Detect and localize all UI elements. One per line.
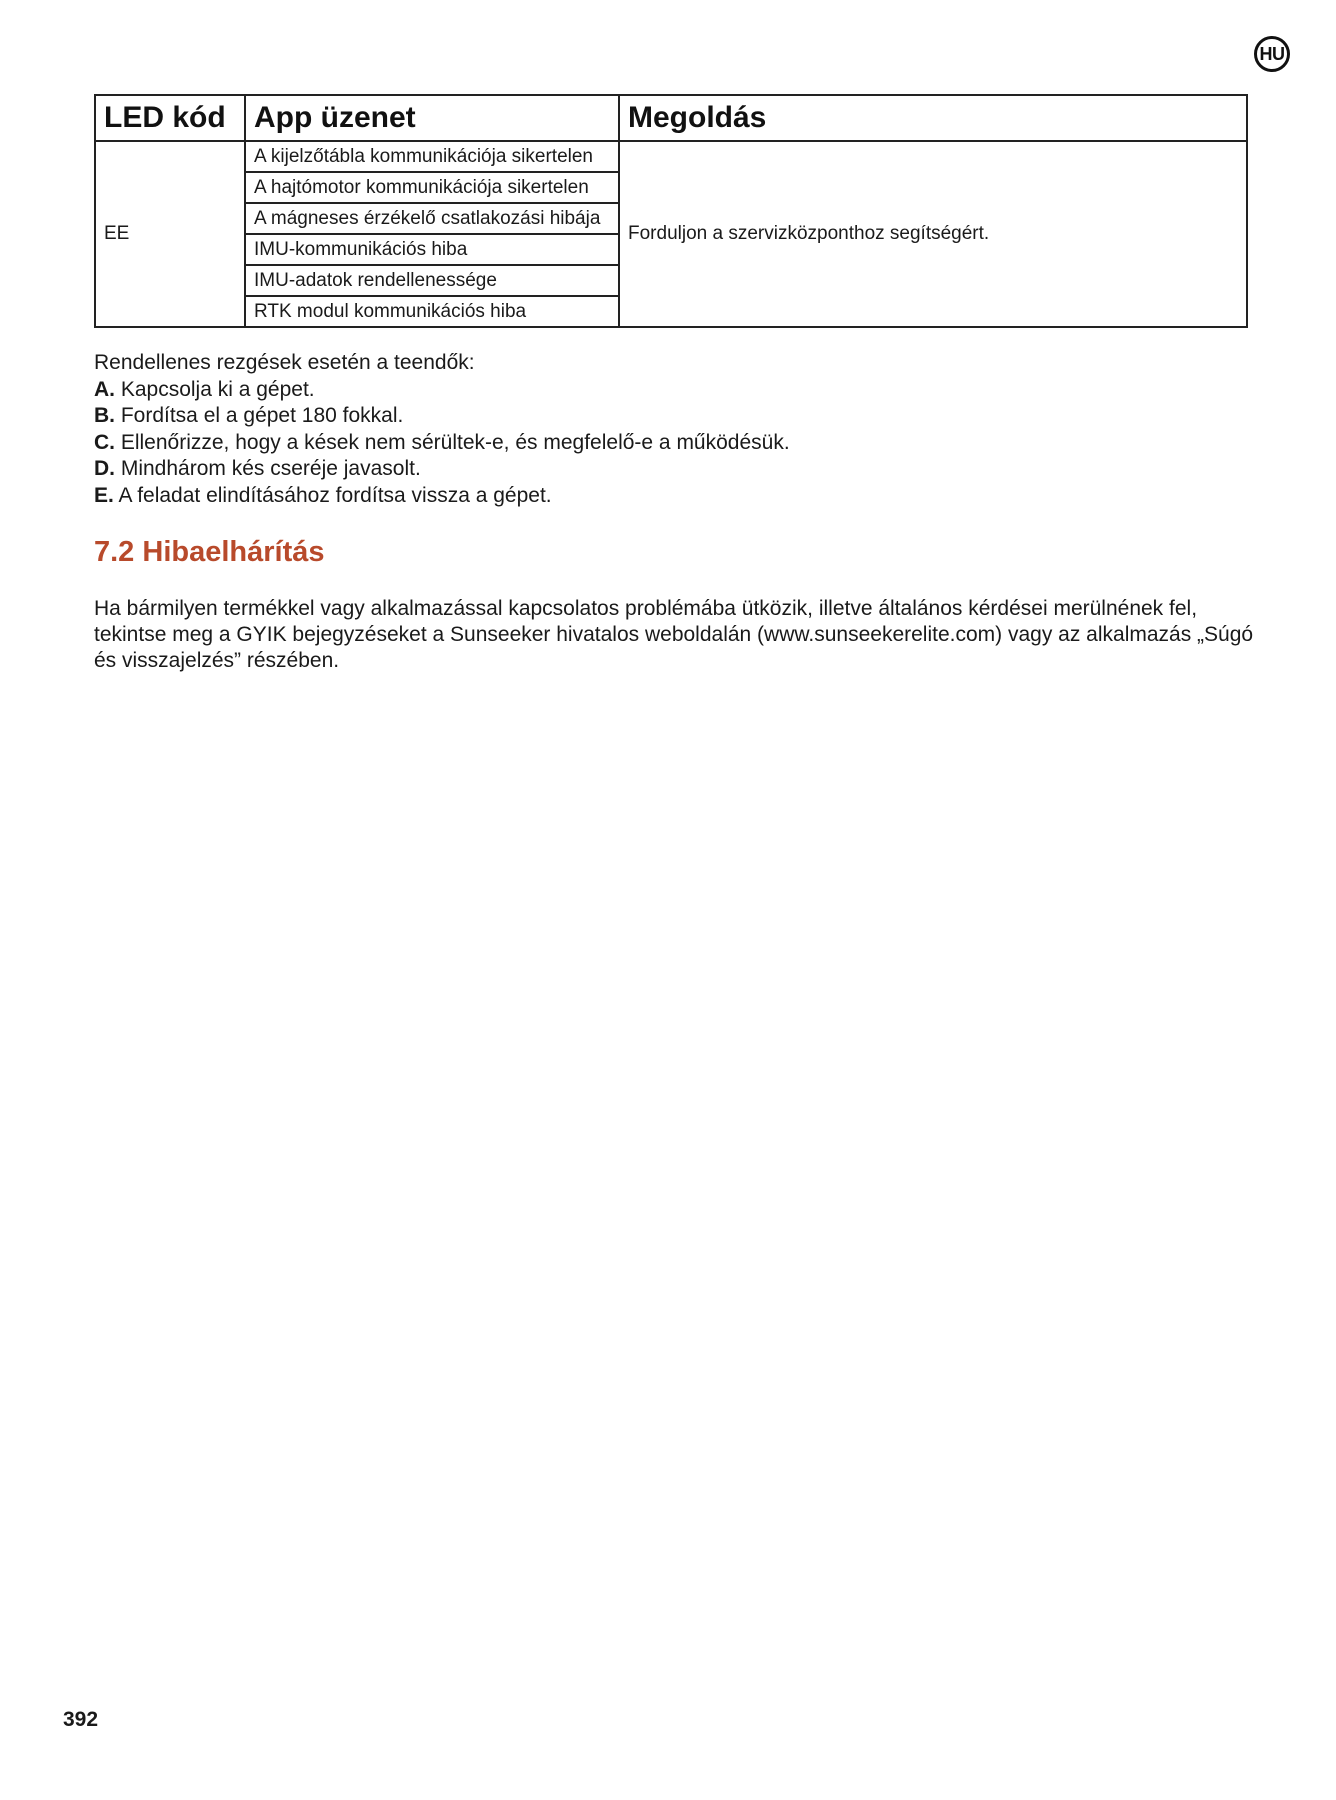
- list-item: [94, 377, 790, 404]
- step-text: Fordítsa el a gépet 180 fokkal.: [115, 404, 404, 427]
- solution-cell: Forduljon a szervizközponthoz segítségért.: [619, 141, 1247, 327]
- step-text: A feladat elindításához fordítsa vissza a gépet.: [113, 483, 552, 507]
- language-badge: HU: [1254, 36, 1290, 72]
- step-letter: A.: [94, 377, 115, 401]
- step-letter: B.: [94, 404, 115, 427]
- header-app-message: App üzenet: [245, 95, 619, 141]
- list-item: [94, 403, 790, 430]
- led-code-cell: EE: [95, 141, 245, 327]
- app-message-cell: A hajtómotor kommunikációja sikertelen: [245, 172, 619, 203]
- table-header-row: [95, 95, 1247, 141]
- vibration-intro: Rendellenes rezgések esetén a teendők:: [94, 351, 475, 374]
- step-letter: D.: [94, 457, 115, 480]
- step-text: Ellenőrizze, hogy a kések nem sérültek-e, és megfelelő-e a működésük.: [115, 430, 790, 454]
- step-letter: C.: [94, 430, 115, 454]
- vibration-steps: [94, 377, 790, 510]
- table-row: [95, 141, 1247, 172]
- step-letter: E.: [94, 483, 114, 507]
- header-solution: Megoldás: [619, 95, 1247, 141]
- app-message-cell: A kijelzőtábla kommunikációja sikertelen: [245, 141, 619, 172]
- list-item: [94, 456, 790, 483]
- page-number: 392: [63, 1708, 99, 1731]
- error-code-table: [94, 94, 1248, 328]
- list-item: [94, 483, 790, 510]
- app-message-cell: RTK modul kommunikációs hiba: [245, 296, 619, 327]
- section-body: Ha bármilyen termékkel vagy alkalmazással kapcsolatos problémába ütközik, illetve általános kérdései merülnének fel, tekintse meg a GYIK bejegyzéseket a Sunseeker hivatalos weboldalán (www.sunseekerelite.com) vagy az alkalmazás „Súgó és visszajelzés” részében.: [94, 597, 1254, 672]
- header-led-code: LED kód: [95, 95, 245, 141]
- app-message-cell: A mágneses érzékelő csatlakozási hibája: [245, 203, 619, 234]
- vibration-instructions: [94, 350, 790, 509]
- app-message-cell: IMU-adatok rendellenessége: [245, 265, 619, 296]
- step-text: Kapcsolja ki a gépet.: [115, 377, 315, 401]
- list-item: [94, 430, 790, 457]
- step-text: Mindhárom kés cseréje javasolt.: [115, 457, 421, 480]
- section-title: 7.2 Hibaelhárítás: [94, 536, 325, 568]
- app-message-cell: IMU-kommunikációs hiba: [245, 234, 619, 265]
